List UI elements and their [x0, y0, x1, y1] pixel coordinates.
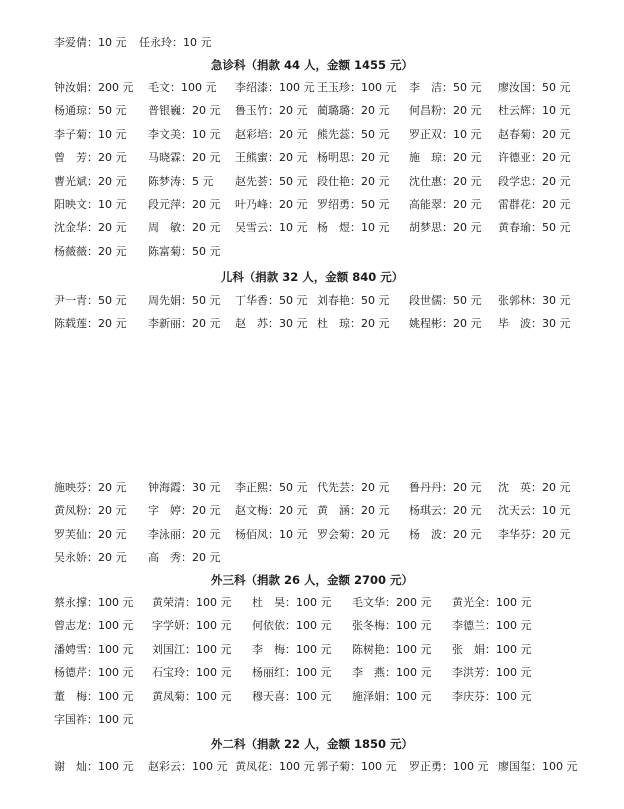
donor-entry: 杨薇薇：20 元	[54, 244, 127, 258]
donor-entry: 黄荣清：100 元	[152, 596, 232, 609]
donor-entry: 段世儒：50 元	[409, 294, 482, 307]
donor-entry: 鲁玉竹：20 元	[235, 104, 308, 118]
donor-row	[0, 642, 624, 658]
donor-entry: 罗正双：10 元	[409, 127, 482, 141]
donor-row	[0, 503, 624, 519]
donor-entry: 李庆芬：100 元	[452, 689, 532, 703]
donor-entry: 杨佰凤：10 元	[235, 527, 308, 541]
donor-entry: 李 燕：100 元	[352, 666, 432, 680]
donor-entry: 段学忠：20 元	[498, 174, 571, 188]
donor-entry: 李 洁：50 元	[409, 81, 482, 94]
donor-entry: 赵 苏：30 元	[235, 317, 308, 331]
donor-entry: 李 梅：100 元	[252, 642, 332, 656]
donor-entry: 沈仕惠：20 元	[409, 174, 482, 188]
donor-entry: 何依依：100 元	[252, 619, 332, 633]
donor-entry: 尹一青：50 元	[54, 294, 127, 307]
donor-entry: 李子菊：10 元	[54, 127, 127, 141]
donor-entry: 李文美：10 元	[148, 127, 221, 141]
donor-row	[0, 127, 624, 143]
donor-entry: 周 敏：20 元	[148, 221, 221, 235]
donor-entry: 鲁丹丹：20 元	[409, 481, 482, 494]
donor-row	[0, 689, 624, 705]
donor-row	[0, 244, 624, 260]
donor-entry: 李绍漆：100 元	[235, 81, 315, 94]
donor-row	[0, 618, 624, 634]
donor-row	[0, 197, 624, 213]
donor-entry: 沈天云：10 元	[498, 504, 571, 518]
donor-entry: 沈 英：20 元	[498, 481, 571, 494]
donor-entry: 罗正勇：100 元	[409, 760, 489, 773]
donor-entry: 杜云辉：10 元	[498, 104, 571, 118]
donor-entry: 代先芸：20 元	[317, 481, 390, 494]
donor-entry: 毛文华：200 元	[352, 596, 432, 609]
donor-entry: 毕 波：30 元	[498, 317, 571, 331]
donor-entry: 毛文：100 元	[148, 81, 217, 94]
donor-entry: 普银巍：20 元	[148, 104, 221, 118]
donor-entry: 杨明思：20 元	[317, 151, 390, 165]
donor-entry: 黄凤花：100 元	[235, 760, 315, 773]
donor-entry: 李洪芳：100 元	[452, 666, 532, 680]
donor-entry: 字国祚：100 元	[54, 713, 134, 726]
donor-entry: 蔺璐璐：20 元	[317, 104, 390, 118]
donor-entry: 段仕艳：20 元	[317, 174, 390, 188]
donor-entry: 杜 昊：100 元	[252, 596, 332, 609]
donor-entry: 杨德芹：100 元	[54, 666, 134, 680]
donor-entry: 李正熙：50 元	[235, 481, 308, 494]
donor-row	[0, 712, 624, 728]
donor-row	[0, 480, 624, 496]
donor-entry: 段元萍：20 元	[148, 198, 221, 211]
department-heading: 外二科（捐款 22 人，金额 1850 元）	[210, 737, 414, 751]
donor-entry: 黄光全：100 元	[452, 596, 532, 609]
donor-entry: 李新丽：20 元	[148, 317, 221, 331]
donor-entry: 赵彩培：20 元	[235, 127, 308, 141]
donor-entry: 刘国江：100 元	[152, 642, 232, 656]
donor-entry: 沈金华：20 元	[54, 221, 127, 235]
donor-entry: 吴雪云：10 元	[235, 221, 308, 235]
donor-entry: 陈树艳：100 元	[352, 642, 432, 656]
donor-entry: 高 秀：20 元	[148, 551, 221, 565]
donor-row	[0, 80, 624, 96]
donor-entry: 李德兰：100 元	[452, 619, 532, 633]
donor-entry: 马晓霖：20 元	[148, 151, 221, 165]
donor-entry: 李爱倩：10 元	[54, 36, 127, 49]
donor-entry: 杨琪云：20 元	[409, 504, 482, 518]
donor-row	[0, 293, 624, 309]
donor-entry: 叶乃峰：20 元	[235, 198, 308, 211]
donor-row	[0, 150, 624, 166]
donor-entry: 熊先蕊：50 元	[317, 127, 390, 141]
donor-row	[0, 665, 624, 681]
donor-entry: 谢 灿：100 元	[54, 760, 134, 773]
donor-entry: 许德亚：20 元	[498, 151, 571, 165]
donor-entry: 曾 芳：20 元	[54, 151, 127, 165]
donor-entry: 周先娟：50 元	[148, 294, 221, 307]
donor-entry: 钟汝娟：200 元	[54, 81, 134, 94]
donor-entry: 廖汝国：50 元	[498, 81, 571, 94]
donor-entry: 杨 波：20 元	[409, 527, 482, 541]
donor-entry: 穆天喜：100 元	[252, 689, 332, 703]
donor-entry: 杜 琼：20 元	[317, 317, 390, 331]
donor-entry: 姚程彬：20 元	[409, 317, 482, 331]
donor-entry: 李泳丽：20 元	[148, 527, 221, 541]
donor-entry: 张冬梅：100 元	[352, 619, 432, 633]
donor-entry: 赵彩云：100 元	[148, 760, 228, 773]
donor-row	[0, 595, 624, 611]
donor-entry: 丁华香：50 元	[235, 294, 308, 307]
donor-entry: 阳映文：10 元	[54, 198, 127, 211]
department-heading: 外三科（捐款 26 人，金额 2700 元）	[210, 573, 414, 587]
donor-entry: 施 琼：20 元	[409, 151, 482, 165]
donor-entry: 陈梦涛：5 元	[148, 174, 214, 188]
donor-row	[0, 316, 624, 332]
donor-entry: 罗芙仙：20 元	[54, 527, 127, 541]
donor-entry: 黄春瑜：50 元	[498, 221, 571, 235]
donor-entry: 潘娉雪：100 元	[54, 642, 134, 656]
donor-entry: 黄凤粉：20 元	[54, 504, 127, 518]
donor-entry: 赵春菊：20 元	[498, 127, 571, 141]
donor-entry: 施泽娟：100 元	[352, 689, 432, 703]
donor-entry: 王玉珍：100 元	[317, 81, 397, 94]
donor-entry: 胡梦思：20 元	[409, 221, 482, 235]
donor-entry: 雷群花：20 元	[498, 198, 571, 211]
donor-entry: 陈载莲：20 元	[54, 317, 127, 331]
donor-entry: 李华芬：20 元	[498, 527, 571, 541]
donor-entry: 黄 涵：20 元	[317, 504, 390, 518]
donor-entry: 字 婷：20 元	[148, 504, 221, 518]
donor-entry: 张郭林：30 元	[498, 294, 571, 307]
donor-row	[0, 174, 624, 190]
donor-row	[0, 220, 624, 236]
donor-entry: 杨通琼：50 元	[54, 104, 127, 118]
donor-entry: 施映芬：20 元	[54, 481, 127, 494]
donor-entry: 钟海霞：30 元	[148, 481, 221, 494]
donor-row	[0, 103, 624, 119]
donor-entry: 杨丽红：100 元	[252, 666, 332, 680]
donor-entry: 字学妍：100 元	[152, 619, 232, 633]
donor-entry: 石宝玲：100 元	[152, 666, 232, 680]
donor-entry: 廖国玺：100 元	[498, 760, 578, 773]
department-heading: 急诊科（捐款 44 人，金额 1455 元）	[210, 58, 414, 72]
donor-entry: 黄凤菊：100 元	[152, 689, 232, 703]
donor-entry: 赵文梅：20 元	[235, 504, 308, 518]
donor-row	[0, 527, 624, 543]
donor-entry: 董 梅：100 元	[54, 689, 134, 703]
donor-entry: 赵先荟：50 元	[235, 174, 308, 188]
donor-entry: 陈富菊：50 元	[148, 244, 221, 258]
donor-entry: 蔡永撑：100 元	[54, 596, 134, 609]
donor-entry: 王熊蜜：20 元	[235, 151, 308, 165]
donor-entry: 曾志龙：100 元	[54, 619, 134, 633]
department-heading: 儿科（捐款 32 人，金额 840 元）	[220, 270, 404, 284]
donor-entry: 郭子菊：100 元	[317, 760, 397, 773]
donor-entry: 张 娟：100 元	[452, 642, 532, 656]
donor-row	[0, 759, 624, 775]
donor-entry: 刘春艳：50 元	[317, 294, 390, 307]
donor-entry: 高能翠：20 元	[409, 198, 482, 211]
donor-entry: 罗绍勇：50 元	[317, 198, 390, 211]
donor-entry: 任永玲：10 元	[139, 36, 212, 49]
donor-entry: 何昌粉：20 元	[409, 104, 482, 118]
donor-entry: 曹光斌：20 元	[54, 174, 127, 188]
donor-entry: 杨 煜：10 元	[317, 221, 390, 235]
donor-row	[0, 550, 624, 566]
donor-entry: 罗会菊：20 元	[317, 527, 390, 541]
donor-row	[0, 35, 624, 51]
donor-entry: 吴永娇：20 元	[54, 551, 127, 565]
